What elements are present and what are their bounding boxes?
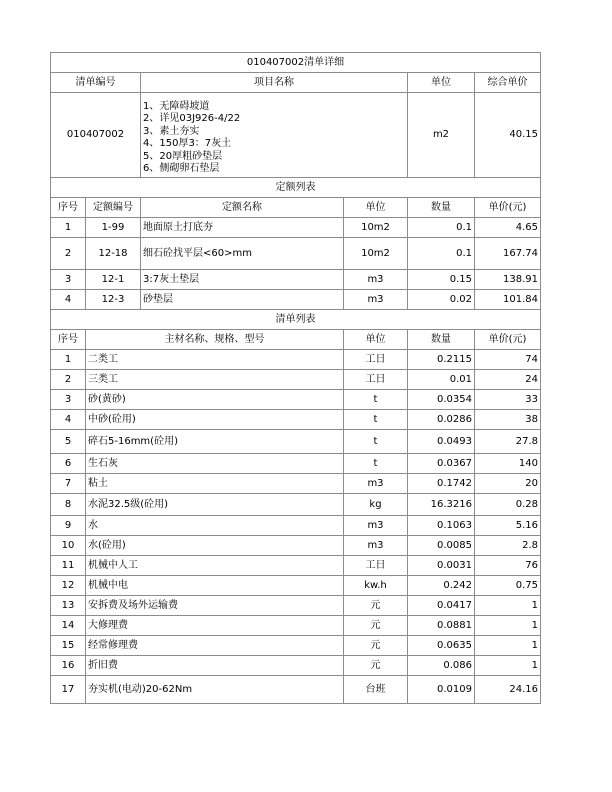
quota-name: 细石砼找平层<60>mm [141, 238, 344, 270]
quota-qty: 0.15 [408, 270, 475, 290]
material-row [51, 536, 541, 556]
material-qty: 0.0109 [408, 676, 475, 704]
material-no: 17 [51, 676, 86, 704]
material-qty: 0.0031 [408, 556, 475, 576]
material-name: 粘土 [86, 474, 344, 494]
header-composite-price: 综合单价 [475, 73, 541, 93]
material-name: 经常修理费 [86, 636, 344, 656]
material-no: 3 [51, 390, 86, 410]
material-price: 33 [475, 390, 541, 410]
material-name: 水 [86, 516, 344, 536]
material-unit: kw.h [344, 576, 408, 596]
material-price: 76 [475, 556, 541, 576]
material-price: 140 [475, 454, 541, 474]
material-unit: 工日 [344, 556, 408, 576]
quota-qty: 0.1 [408, 238, 475, 270]
material-no: 8 [51, 494, 86, 516]
material-unit: 元 [344, 596, 408, 616]
material-qty: 0.0635 [408, 636, 475, 656]
table-title: 010407002清单详细 [51, 53, 541, 73]
material-qty: 0.2115 [408, 350, 475, 370]
material-unit: 工日 [344, 370, 408, 390]
material-unit: t [344, 454, 408, 474]
material-row [51, 390, 541, 410]
material-name: 水(砼用) [86, 536, 344, 556]
bill-detail-table [50, 52, 541, 704]
material-no: 6 [51, 454, 86, 474]
material-unit: 元 [344, 656, 408, 676]
material-row [51, 656, 541, 676]
material-row [51, 370, 541, 390]
material-section-row [51, 310, 541, 330]
header-list-code: 清单编号 [51, 73, 141, 93]
material-qty: 0.0354 [408, 390, 475, 410]
material-unit: m3 [344, 536, 408, 556]
material-row [51, 454, 541, 474]
material-unit: kg [344, 494, 408, 516]
material-name: 机械中人工 [86, 556, 344, 576]
list-item-unit: m2 [408, 93, 475, 178]
material-qty: 16.3216 [408, 494, 475, 516]
quota-unit: m3 [344, 270, 408, 290]
desc-line: 3、素土夯实 [143, 125, 200, 137]
desc-line: 4、150厚3：7灰土 [143, 138, 232, 149]
header-unit: 单位 [408, 73, 475, 93]
quota-code: 12-18 [86, 238, 141, 270]
material-unit: 元 [344, 636, 408, 656]
desc-line: 5、20厚粗砂垫层 [143, 150, 223, 162]
quota-price: 138.91 [475, 270, 541, 290]
quota-header-row [51, 198, 541, 218]
material-price: 1 [475, 656, 541, 676]
quota-price: 167.74 [475, 238, 541, 270]
material-qty: 0.1063 [408, 516, 475, 536]
material-price: 1 [475, 596, 541, 616]
material-no: 9 [51, 516, 86, 536]
material-no: 1 [51, 350, 86, 370]
list-item-row [51, 93, 541, 178]
quota-row [51, 238, 541, 270]
material-qty: 0.0417 [408, 596, 475, 616]
material-unit: m3 [344, 474, 408, 494]
quota-header-unit: 单位 [344, 198, 408, 218]
material-price: 5.16 [475, 516, 541, 536]
material-header-name: 主材名称、规格、型号 [86, 330, 344, 350]
material-header-price: 单价(元) [475, 330, 541, 350]
material-unit: t [344, 410, 408, 430]
material-no: 4 [51, 410, 86, 430]
desc-line: 2、详见03J926-4/22 [143, 113, 241, 124]
material-price: 27.8 [475, 430, 541, 454]
quota-unit: m3 [344, 290, 408, 310]
material-row [51, 350, 541, 370]
quota-name: 砂垫层 [141, 290, 344, 310]
quota-section-title: 定额列表 [51, 178, 541, 198]
material-name: 碎石5-16mm(砼用) [86, 430, 344, 454]
quota-row [51, 270, 541, 290]
quota-header-price: 单价(元) [475, 198, 541, 218]
list-item-code: 010407002 [51, 93, 141, 178]
material-unit: m3 [344, 516, 408, 536]
material-qty: 0.0085 [408, 536, 475, 556]
material-no: 12 [51, 576, 86, 596]
material-row [51, 494, 541, 516]
material-price: 0.28 [475, 494, 541, 516]
quota-price: 4.65 [475, 218, 541, 238]
quota-no: 3 [51, 270, 86, 290]
quota-row [51, 290, 541, 310]
list-item-price: 40.15 [475, 93, 541, 178]
quota-header-qty: 数量 [408, 198, 475, 218]
quota-code: 12-1 [86, 270, 141, 290]
material-no: 7 [51, 474, 86, 494]
table-body [51, 53, 541, 704]
material-qty: 0.242 [408, 576, 475, 596]
material-row [51, 516, 541, 536]
quota-no: 1 [51, 218, 86, 238]
material-qty: 0.1742 [408, 474, 475, 494]
material-price: 74 [475, 350, 541, 370]
material-row [51, 596, 541, 616]
material-name: 三类工 [86, 370, 344, 390]
material-unit: t [344, 390, 408, 410]
material-no: 15 [51, 636, 86, 656]
material-header-no: 序号 [51, 330, 86, 350]
material-no: 11 [51, 556, 86, 576]
material-name: 大修理费 [86, 616, 344, 636]
material-no: 13 [51, 596, 86, 616]
quota-code: 1-99 [86, 218, 141, 238]
material-price: 24 [475, 370, 541, 390]
material-header-row [51, 330, 541, 350]
quota-unit: 10m2 [344, 218, 408, 238]
material-name: 机械中电 [86, 576, 344, 596]
title-row [51, 53, 541, 73]
material-unit: 工日 [344, 350, 408, 370]
material-no: 16 [51, 656, 86, 676]
material-price: 0.75 [475, 576, 541, 596]
quota-price: 101.84 [475, 290, 541, 310]
material-no: 14 [51, 616, 86, 636]
material-name: 二类工 [86, 350, 344, 370]
material-name: 中砂(砼用) [86, 410, 344, 430]
desc-line: 6、侧砌卵石垫层 [143, 163, 220, 174]
quota-no: 4 [51, 290, 86, 310]
material-row [51, 676, 541, 704]
quota-qty: 0.02 [408, 290, 475, 310]
material-qty: 0.0881 [408, 616, 475, 636]
material-qty: 0.01 [408, 370, 475, 390]
quota-header-code: 定额编号 [86, 198, 141, 218]
quota-code: 12-3 [86, 290, 141, 310]
material-qty: 0.086 [408, 656, 475, 676]
quota-no: 2 [51, 238, 86, 270]
quota-qty: 0.1 [408, 218, 475, 238]
material-unit: t [344, 430, 408, 454]
quota-section-row [51, 178, 541, 198]
desc-line: 1、无障碍坡道 [143, 100, 210, 112]
material-row [51, 616, 541, 636]
material-row [51, 410, 541, 430]
quota-name: 地面原土打底夯 [141, 218, 344, 238]
material-header-unit: 单位 [344, 330, 408, 350]
list-item-description [141, 93, 408, 178]
quota-name: 3:7灰土垫层 [141, 270, 344, 290]
material-row [51, 636, 541, 656]
material-qty: 0.0286 [408, 410, 475, 430]
material-row [51, 474, 541, 494]
material-header-qty: 数量 [408, 330, 475, 350]
material-no: 5 [51, 430, 86, 454]
material-name: 生石灰 [86, 454, 344, 474]
material-price: 24.16 [475, 676, 541, 704]
material-no: 2 [51, 370, 86, 390]
header-item-name: 项目名称 [141, 73, 408, 93]
material-unit: 元 [344, 616, 408, 636]
quota-header-no: 序号 [51, 198, 86, 218]
material-row [51, 576, 541, 596]
material-row [51, 430, 541, 454]
list-header-row [51, 73, 541, 93]
material-price: 38 [475, 410, 541, 430]
material-qty: 0.0493 [408, 430, 475, 454]
material-name: 砂(黄砂) [86, 390, 344, 410]
material-section-title: 清单列表 [51, 310, 541, 330]
material-price: 2.8 [475, 536, 541, 556]
material-no: 10 [51, 536, 86, 556]
material-price: 20 [475, 474, 541, 494]
material-name: 折旧费 [86, 656, 344, 676]
quota-header-name: 定额名称 [141, 198, 344, 218]
quota-unit: 10m2 [344, 238, 408, 270]
material-row [51, 556, 541, 576]
material-unit: 台班 [344, 676, 408, 704]
material-price: 1 [475, 636, 541, 656]
material-qty: 0.0367 [408, 454, 475, 474]
material-name: 水泥32.5级(砼用) [86, 494, 344, 516]
quota-row [51, 218, 541, 238]
material-name: 夯实机(电动)20-62Nm [86, 676, 344, 704]
material-name: 安拆费及场外运输费 [86, 596, 344, 616]
material-price: 1 [475, 616, 541, 636]
